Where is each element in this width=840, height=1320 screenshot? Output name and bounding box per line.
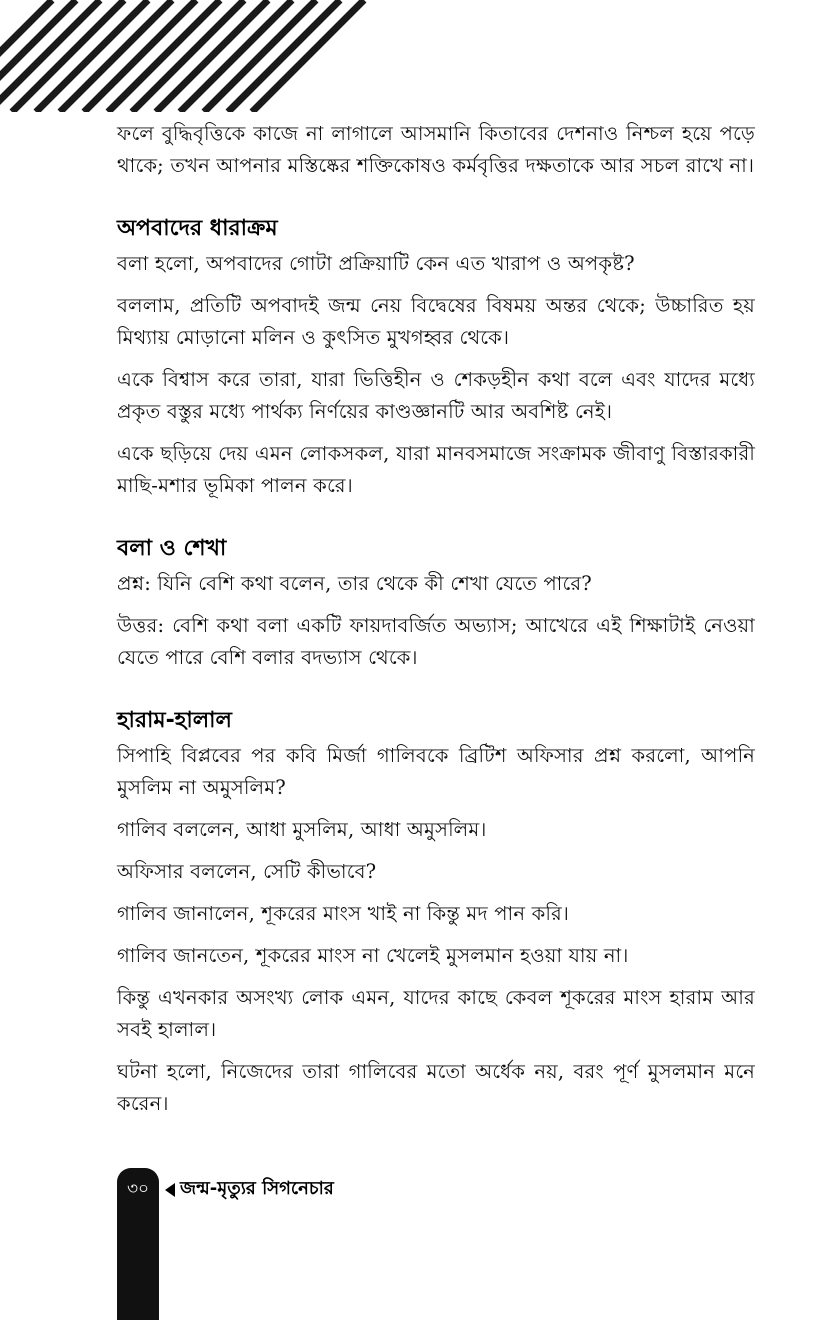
paragraph: উত্তর: বেশি কথা বলা একটি ফায়দাবর্জিত অভ্যাস; আখেরে এই শিক্ষাটাই নেওয়া যেতে পারে বেশি বলার বদভ্যাস থেকে। — [117, 614, 755, 669]
paragraph: ঘটনা হলো, নিজেদের তারা গালিবের মতো অর্ধেক নয়, বরং পূর্ণ মুসলমান মনে করেন। — [117, 1060, 755, 1115]
paragraph: একে ছড়িয়ে দেয় এমন লোকসকল, যারা মানবসমাজে সংক্রামক জীবাণু বিস্তারকারী মাছি-মশার ভূমিকা পালন করে। — [117, 442, 755, 497]
section-heading: বলা ও শেখা — [117, 536, 227, 561]
section-haram-halal — [117, 706, 755, 1120]
paragraph: গালিব বললেন, আধা মুসলিম, আধা অমুসলিম। — [117, 818, 487, 841]
intro-paragraph: ফলে বুদ্ধিবৃত্তিকে কাজে না লাগালে আসমানি কিতাবের দেশনাও নিশ্চল হয়ে পড়ে থাকে; তখন আপনার মস্তিষ্কের শক্তিকোষও কর্মবৃত্তির দক্ষতাকে আর সচল রাখে না। — [117, 122, 755, 177]
paragraph: সিপাহি বিপ্লবের পর কবি মির্জা গালিবকে ব্রিটিশ অফিসার প্রশ্ন করলো, আপনি মুসলিম না অমুসলিম? — [117, 744, 755, 799]
page-number: ৩০ — [126, 1179, 150, 1199]
paragraph: কিন্তু এখনকার অসংখ্য লোক এমন, যাদের কাছে কেবল শূকরের মাংস হারাম আর সবই হালাল। — [117, 986, 755, 1041]
section-heading: অপবাদের ধারাক্রম — [117, 216, 278, 241]
decorative-stripes — [0, 0, 380, 112]
paragraph: গালিব জানালেন, শূকরের মাংস খাই না কিন্তু মদ পান করি। — [117, 902, 570, 925]
paragraph: বললাম, প্রতিটি অপবাদই জন্ম নেয় বিদ্বেষের বিষময় অন্তর থেকে; উচ্চারিত হয় মিথ্যায় মোড়ানো মলিন ও কুৎসিত মুখগহ্বর থেকে। — [117, 294, 755, 349]
paragraph: প্রশ্ন: যিনি বেশি কথা বলেন, তার থেকে কী শেখা যেতে পারে? — [117, 572, 592, 595]
section-heading: হারাম-হালাল — [117, 708, 232, 733]
page-content — [117, 118, 755, 1130]
section-slander — [117, 214, 755, 502]
paragraph: বলা হলো, অপবাদের গোটা প্রক্রিয়াটি কেন এত খারাপ ও অপকৃষ্ট? — [117, 252, 635, 275]
page-footer — [117, 1168, 817, 1320]
book-title: জন্ম-মৃত্যুর সিগনেচার — [180, 1178, 334, 1199]
paragraph: একে বিশ্বাস করে তারা, যারা ভিত্তিহীন ও শেকড়হীন কথা বলে এবং যাদের মধ্যে প্রকৃত বস্তুর মধ্যে পার্থক্য নির্ণয়ের কাণ্ডজ্ঞানটি আর অবশিষ্ট নেই। — [117, 368, 755, 423]
paragraph: গালিব জানতেন, শূকরের মাংস না খেলেই মুসলমান হওয়া যায় না। — [117, 944, 629, 967]
section-speaking-learning — [117, 534, 755, 674]
paragraph: অফিসার বললেন, সেটি কীভাবে? — [117, 860, 377, 883]
arrow-left-icon — [165, 1183, 175, 1197]
